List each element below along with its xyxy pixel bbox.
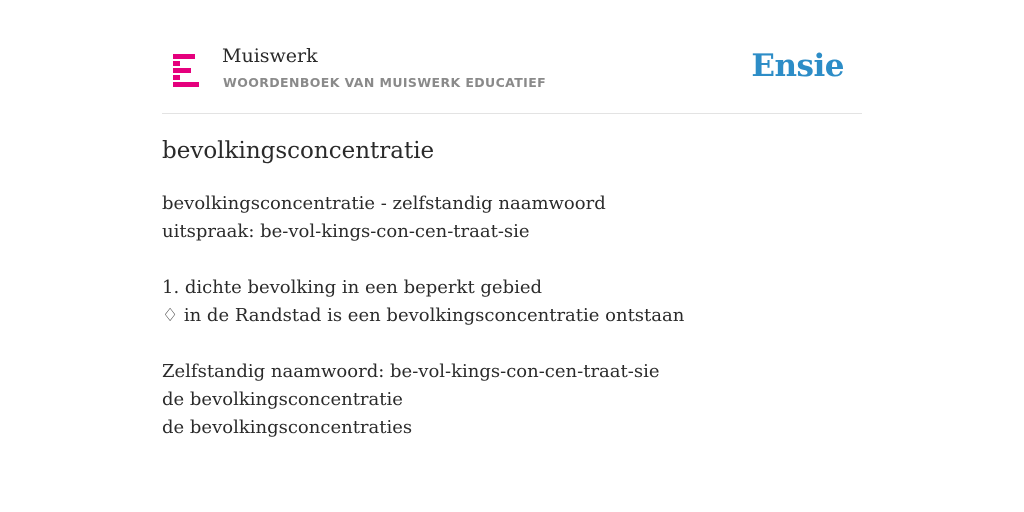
entry-title: bevolkingsconcentratie xyxy=(162,138,435,164)
blank-line xyxy=(162,246,862,274)
singular-form-line: de bevolkingsconcentratie xyxy=(162,389,403,410)
site-header xyxy=(162,40,862,114)
pronunciation-line: uitspraak: be-vol-kings-con-cen-traat-sie xyxy=(162,221,530,242)
logo-bar xyxy=(173,54,195,59)
logo-bar xyxy=(173,75,180,80)
example-line: ♢ in de Randstad is een bevolkingsconcentratie ontstaan xyxy=(162,305,685,326)
logo-bar xyxy=(173,68,191,73)
word-class-line: Zelfstandig naamwoord: be-vol-kings-con-cen-traat-sie xyxy=(162,361,660,382)
blank-line xyxy=(162,330,862,358)
muiswerk-logo-icon[interactable] xyxy=(173,54,199,88)
plural-form-line: de bevolkingsconcentraties xyxy=(162,417,413,438)
brand-subtitle: WOORDENBOEK VAN MUISWERK EDUCATIEF xyxy=(223,75,547,90)
logo-bar xyxy=(173,61,180,66)
brand-name[interactable]: Muiswerk xyxy=(222,45,318,67)
ensie-logo[interactable]: Ensie xyxy=(751,48,844,84)
definition-line: 1. dichte bevolking in een beperkt gebied xyxy=(162,277,543,298)
entry-content xyxy=(162,190,862,442)
logo-bar xyxy=(173,82,199,87)
entry-heading-line: bevolkingsconcentratie - zelfstandig naamwoord xyxy=(162,193,606,214)
